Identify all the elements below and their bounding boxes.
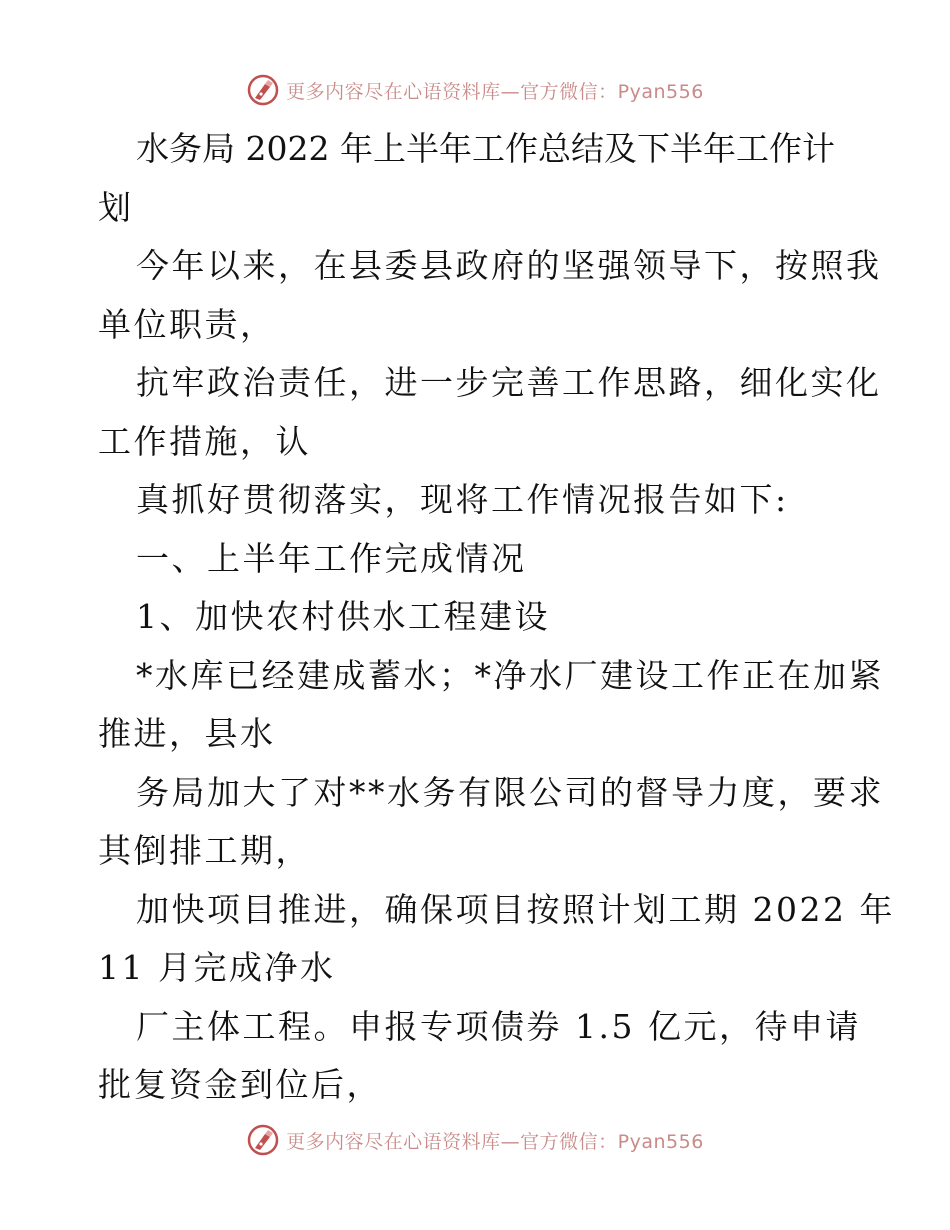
paragraph-line: *水库已经建成蓄水；*净水厂建设工作正在加紧 (136, 655, 884, 695)
paragraph-line: 加快项目推进，确保项目按照计划工期 2022 年 (136, 889, 895, 929)
pen-nib-logo-icon (246, 73, 280, 107)
document-title-line-2: 划 (98, 187, 134, 227)
document-body (98, 120, 895, 1115)
subsection-heading: 1、加快农村供水工程建设 (136, 597, 550, 636)
header-watermark-banner (0, 68, 950, 112)
watermark-text: 更多内容尽在心语资料库—官方微信：Pyan556 (286, 80, 704, 103)
paragraph-line: 批复资金到位后， (98, 1065, 382, 1104)
section-heading: 一、上半年工作完成情况 (136, 538, 527, 578)
document-title-line-1 (98, 120, 850, 179)
paragraph-line: 单位职责， (98, 304, 276, 344)
paragraph-line: 抗牢政治责任，进一步完善工作思路，细化实化 (136, 363, 882, 402)
pen-nib-logo-icon (246, 1123, 280, 1157)
paragraph-line: 推进，县水 (98, 714, 276, 753)
paragraph-line: 工作措施，认 (98, 421, 311, 461)
paragraph-line: 务局加大了对**水务有限公司的督导力度，要求 (136, 772, 884, 812)
title-text: 水务局 2022 年上半年工作总结及下半年工作计 (136, 129, 835, 168)
paragraph-line: 今年以来，在县委县政府的坚强领导下，按照我 (136, 246, 882, 285)
paragraph-line: 真抓好贯彻落实，现将工作情况报告如下: (136, 480, 789, 519)
watermark-text: 更多内容尽在心语资料库—官方微信：Pyan556 (286, 1130, 704, 1153)
paragraph-line: 厂主体工程。申报专项债券 1.5 亿元，待申请 (136, 1006, 861, 1046)
paragraph-line: 其倒排工期， (98, 831, 311, 870)
paragraph-line: 11 月完成净水 (98, 948, 336, 987)
footer-watermark-banner (0, 1118, 950, 1162)
